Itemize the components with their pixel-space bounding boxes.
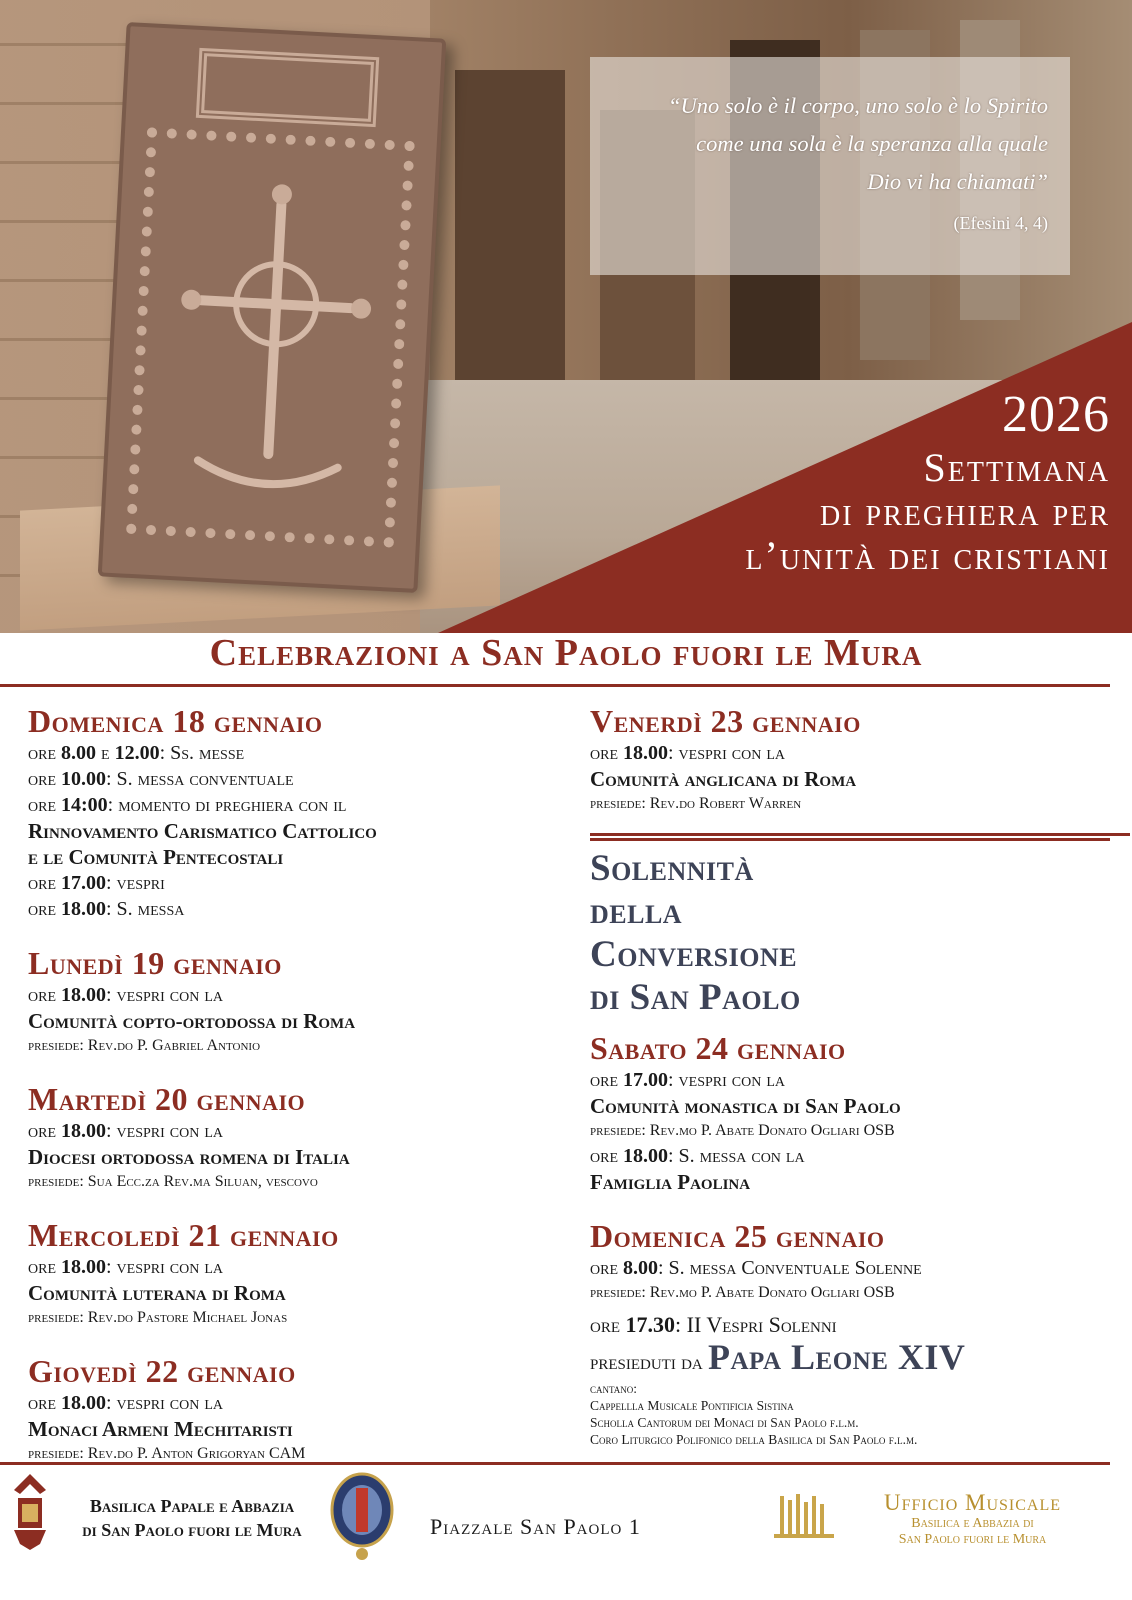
community-name: Comunità copto-ortodossa di Roma xyxy=(28,1009,356,1033)
time-line-pre: ore xyxy=(28,898,61,920)
title-line: di preghiera per xyxy=(819,489,1110,534)
community-name: Diocesi ortodossa romena di Italia xyxy=(28,1145,350,1169)
time-line-pre: ore xyxy=(28,1392,61,1414)
music-office-line: San Paolo fuori le Mura xyxy=(898,1532,1047,1547)
time-line-pre: ore xyxy=(28,1256,61,1278)
vespers-line xyxy=(590,1311,1110,1339)
time-line-time: 17.00 xyxy=(61,872,106,894)
basilica-name xyxy=(62,1494,322,1542)
time-line-text: : vespri con la xyxy=(106,1120,224,1142)
time-line-text: : vespri con la xyxy=(106,1256,224,1278)
hero-photo xyxy=(0,0,1132,633)
presider-line: presiede: Rev.do P. Gabriel Antonio xyxy=(28,1037,261,1054)
basilica-line: di San Paolo fuori le Mura xyxy=(82,1520,302,1540)
time-line xyxy=(590,1067,1110,1093)
day-title: Domenica 25 gennaio xyxy=(590,1218,885,1254)
solemnity-line: della xyxy=(590,891,683,932)
time-line xyxy=(590,1255,1110,1281)
time-line-pre: ore xyxy=(28,742,61,764)
pope-name: Papa Leone XIV xyxy=(708,1337,966,1377)
day-title: Martedì 20 gennaio xyxy=(28,1081,306,1117)
choirs-label: cantano: xyxy=(590,1381,638,1396)
time-line-text: : vespri con la xyxy=(668,742,786,764)
vespers-time: 17.30 xyxy=(625,1312,675,1337)
choir-item: Coro Liturgico Polifonico della Basilica di San Paolo f.l.m. xyxy=(590,1432,918,1447)
time-line-time: 17.00 xyxy=(623,1069,668,1091)
schedule-left-column xyxy=(28,702,588,1488)
basilica-line: Basilica Papale e Abbazia xyxy=(89,1496,295,1516)
basilica-coat-of-arms-icon xyxy=(10,1472,50,1552)
quote-line: “Uno solo è il corpo, uno solo è lo Spirito xyxy=(667,93,1048,118)
footer xyxy=(0,1462,1132,1600)
time-line-time: 8.00 xyxy=(61,742,96,764)
time-line xyxy=(28,870,588,896)
title-line: l’unità dei cristiani xyxy=(745,533,1110,578)
day-block xyxy=(28,1216,588,1330)
time-line xyxy=(28,740,588,766)
time-line xyxy=(28,792,588,818)
time-line-text: : momento di preghiera con il xyxy=(107,794,347,816)
time-line-time: 18.00 xyxy=(61,1120,106,1142)
time-line xyxy=(28,982,588,1008)
time-line xyxy=(590,740,1110,766)
time-line xyxy=(28,1390,588,1416)
time-line-text: : S. messa Conventuale Solenne xyxy=(658,1257,922,1279)
presider-line: presiede: Rev.do Robert Warren xyxy=(590,795,802,812)
day-block xyxy=(28,1352,588,1466)
time-line-pre: ore xyxy=(590,1145,623,1167)
papal-vespers xyxy=(590,1311,1110,1448)
time-line-pre: ore xyxy=(590,1069,623,1091)
time-line-pre: ore xyxy=(590,1257,623,1279)
time-line-pre: ore xyxy=(28,984,61,1006)
time-line-text: : S. messa con la xyxy=(668,1145,805,1167)
community-name: Rinnovamento Carismatico Cattolico xyxy=(28,819,377,843)
abbey-seal-icon xyxy=(326,1470,398,1562)
day-block xyxy=(590,1029,1110,1195)
music-office xyxy=(855,1490,1090,1548)
presider-line: presiede: Rev.mo P. Abate Donato Ogliari OSB xyxy=(590,1284,895,1301)
time-line-text: : Ss. messe xyxy=(159,742,245,764)
vespers-pre: ore xyxy=(590,1312,626,1337)
title-year: 2026 xyxy=(1002,386,1110,443)
time-line-pre: ore xyxy=(28,768,61,790)
solemnity-heading xyxy=(590,847,1110,1019)
time-line xyxy=(28,1118,588,1144)
solemnity-line: Solennità xyxy=(590,848,754,889)
presider-line: presiede: Rev.do Pastore Michael Jonas xyxy=(28,1309,288,1326)
presider-line: presiede: Rev.do P. Anton Grigoryan CAM xyxy=(28,1445,306,1462)
banner-heading: Celebrazioni a San Paolo fuori le Mura xyxy=(209,632,923,674)
quote-line: Dio vi ha chiamati” xyxy=(867,169,1048,194)
presider-line: presiede: Rev.mo P. Abate Donato Ogliari OSB xyxy=(590,1122,895,1139)
time-line-text: : vespri xyxy=(106,872,165,894)
time-line-time: 18.00 xyxy=(61,898,106,920)
time-line xyxy=(28,896,588,922)
music-office-logo-icon xyxy=(772,1490,842,1540)
time-line-text: : vespri con la xyxy=(668,1069,786,1091)
day-title: Domenica 18 gennaio xyxy=(28,703,323,739)
day-title: Sabato 24 gennaio xyxy=(590,1030,846,1066)
divider xyxy=(590,833,1130,836)
time-line-time: 18.00 xyxy=(623,1145,668,1167)
choir-item: Scholla Cantorum dei Monaci di San Paolo f.l.m. xyxy=(590,1415,859,1430)
solemnity-line: di San Paolo xyxy=(590,977,801,1018)
solemnity-line: Conversione xyxy=(590,934,798,975)
schedule-right-column xyxy=(590,702,1110,1448)
time-line-pre: ore xyxy=(28,794,61,816)
time-line-time2: 12.00 xyxy=(114,742,160,764)
community-name: Famiglia Paolina xyxy=(590,1170,751,1194)
time-line-text: : S. messa conventuale xyxy=(106,768,294,790)
vespers-text: : II Vespri Solenni xyxy=(675,1312,837,1337)
presided-pre: presieduti da xyxy=(590,1350,708,1374)
day-block xyxy=(28,1080,588,1194)
time-line-time: 18.00 xyxy=(623,742,668,764)
time-line xyxy=(590,1143,1110,1169)
title-line: Settimana xyxy=(923,445,1110,490)
day-title: Mercoledì 21 gennaio xyxy=(28,1217,339,1253)
day-block xyxy=(28,702,588,922)
time-line-mid: e xyxy=(96,742,115,764)
community-name: Comunità anglicana di Roma xyxy=(590,767,857,791)
quote-line: come una sola è la speranza alla quale xyxy=(696,131,1048,156)
time-line-time: 10.00 xyxy=(61,768,106,790)
time-line-text: : vespri con la xyxy=(106,984,224,1006)
time-line xyxy=(28,1254,588,1280)
divider xyxy=(590,838,1110,841)
celebrations-banner xyxy=(0,626,1132,680)
time-line-pre: ore xyxy=(28,872,61,894)
time-line-time: 14:00 xyxy=(61,794,108,816)
community-name: Monaci Armeni Mechitaristi xyxy=(28,1417,293,1441)
presided-line xyxy=(590,1339,1110,1380)
choir-item: Cappellla Musicale Pontificia Sistina xyxy=(590,1398,794,1413)
time-line-pre: ore xyxy=(590,742,623,764)
quote-reference: (Efesini 4, 4) xyxy=(953,213,1048,233)
time-line xyxy=(28,766,588,792)
time-line-time: 18.00 xyxy=(61,1256,106,1278)
time-line-time: 8.00 xyxy=(623,1257,658,1279)
address: Piazzale San Paolo 1 xyxy=(430,1514,641,1539)
community-name: e le Comunità Pentecostali xyxy=(28,845,284,869)
presider-line: presiede: Sua Ecc.za Rev.ma Siluan, vescovo xyxy=(28,1173,318,1190)
community-name: Comunità monastica di San Paolo xyxy=(590,1094,901,1118)
divider xyxy=(0,684,1110,687)
day-block xyxy=(590,1217,1110,1305)
day-title: Giovedì 22 gennaio xyxy=(28,1353,296,1389)
time-line-text: : S. messa xyxy=(106,898,185,920)
time-line-text: : vespri con la xyxy=(106,1392,224,1414)
time-line-pre: ore xyxy=(28,1120,61,1142)
time-line-time: 18.00 xyxy=(61,1392,106,1414)
day-block xyxy=(28,944,588,1058)
day-title: Lunedì 19 gennaio xyxy=(28,945,282,981)
event-title xyxy=(745,384,1110,578)
music-office-title: Ufficio Musicale xyxy=(883,1490,1062,1515)
time-line-time: 18.00 xyxy=(61,984,106,1006)
music-office-line: Basilica e Abbazia di xyxy=(911,1516,1034,1531)
community-name: Comunità luterana di Roma xyxy=(28,1281,286,1305)
day-title: Venerdì 23 gennaio xyxy=(590,703,861,739)
day-block xyxy=(590,702,1110,816)
